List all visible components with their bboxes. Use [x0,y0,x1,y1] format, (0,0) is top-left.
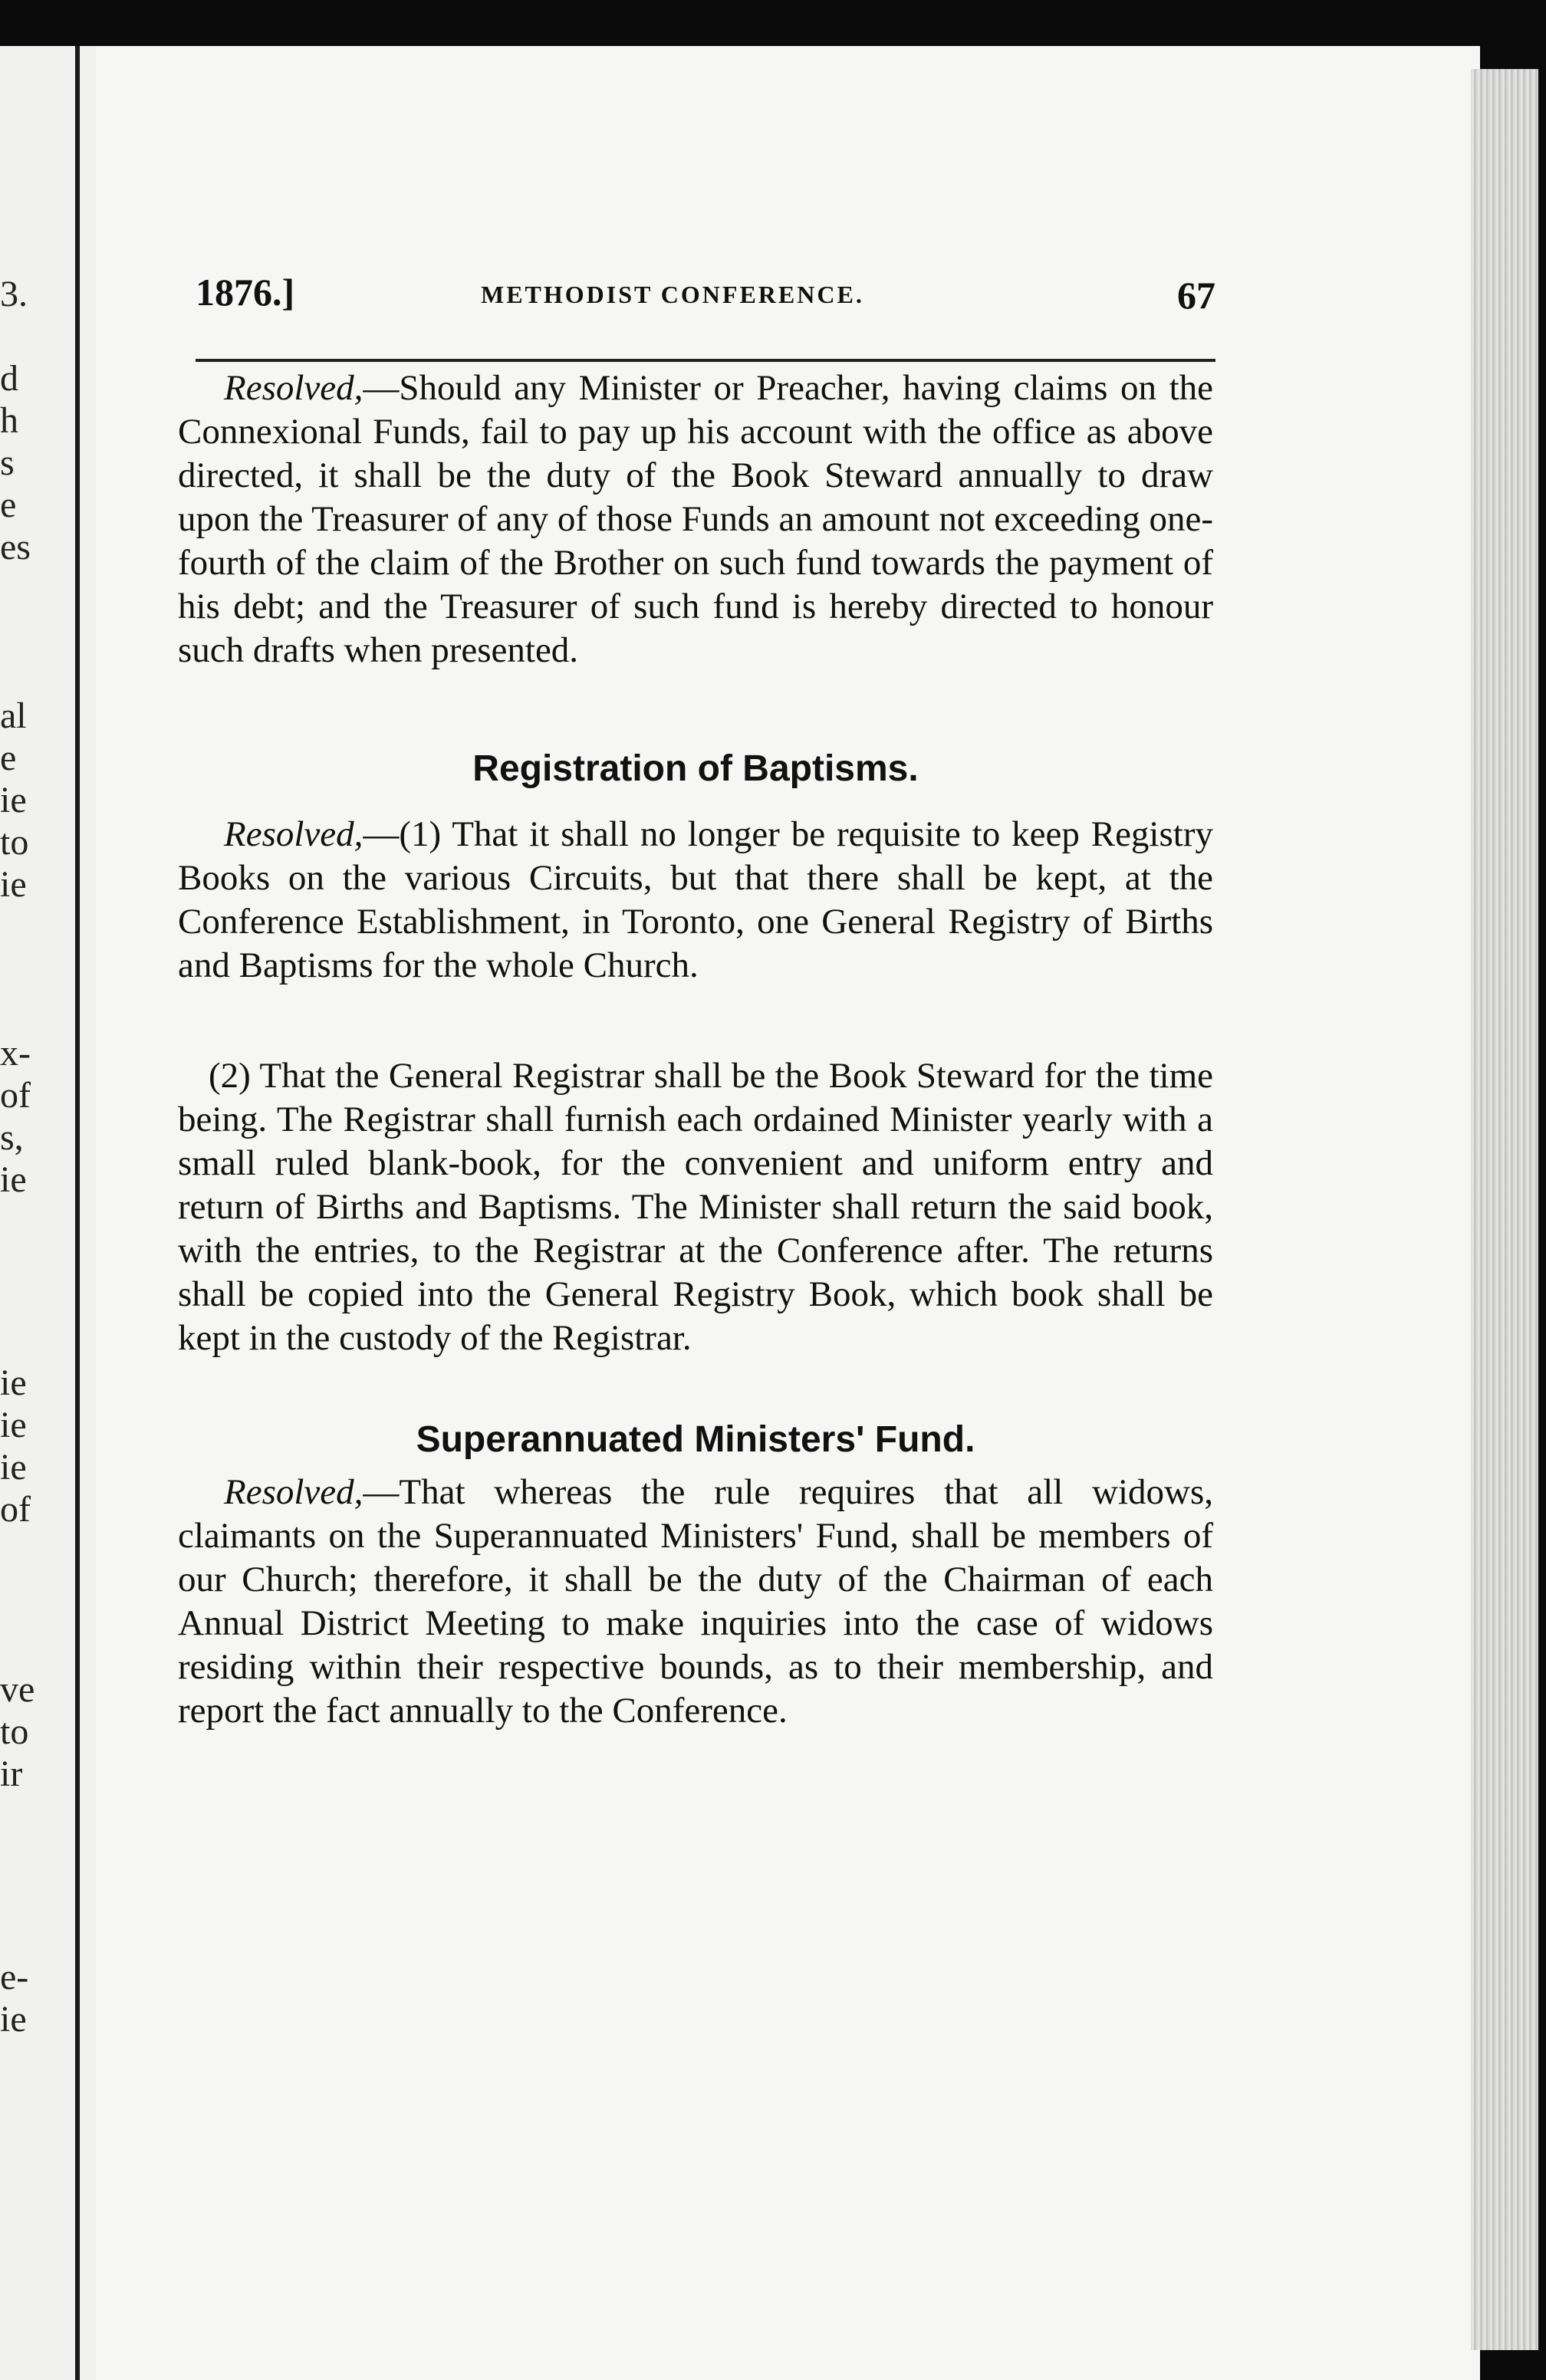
left-fragment: ie [0,780,27,820]
resolved-lead: Resolved, [224,368,363,408]
left-fragment: ie [0,1159,27,1200]
paragraph-widows [178,1471,1213,1733]
left-fragment: ve [0,1669,35,1710]
left-fragment: d [0,358,18,399]
header-rule [196,359,1215,362]
header-year: 1876.] [196,271,295,314]
resolved-lead: Resolved, [224,814,363,854]
page-number: 67 [1177,274,1215,317]
resolved-lead: Resolved, [224,1472,363,1512]
left-fragment: e- [0,1957,29,1997]
paragraph-general-registrar: (2) That the General Registrar shall be the Book Steward for the time being. The Registrar shall furnish each ordained Minister yearly with a small ruled blank-book, for the convenient and uniform entry and return of Births and Baptisms. The Minister shall return the said book, with the entries, to the Registrar at the Conference after. The returns shall be copied into the General Registry Book, which book shall be kept in the custody of the Registrar. [178,1056,1213,1358]
paragraph-text: —(1) That it shall no longer be requisite to keep Registry Books on the various Circuits, but that there shall be kept, at the Conference Establishment, in Toronto, one General Registry of Births and Baptisms for the whole Church. [178,814,1213,985]
left-fragment: es [0,527,31,567]
left-fragment: ir [0,1754,23,1794]
left-fragment: e [0,485,17,525]
section-heading-superannuated: Superannuated Ministers' Fund. [416,1419,975,1460]
left-fragment: s, [0,1117,24,1158]
paragraph-text: —That whereas the rule requires that all widows, claimants on the Superannuated Ministers' Fund, shall be members of our Church; therefore, it shall be the duty of the Chairman of each Annual District Meeting to make inquiries into the case of widows residing within their respective bounds, as to their membership, and report the fact annually to the Conference. [178,1472,1213,1731]
header-title: METHODIST CONFERENCE. [481,281,864,308]
left-fragment: ie [0,1999,27,2040]
left-fragment: e [0,738,17,778]
left-fragment: ie [0,1447,27,1488]
page-stack-edge [1471,69,1538,2350]
adjacent-page-edge [0,46,96,2380]
left-fragment: of [0,1075,31,1116]
section-heading-baptisms: Registration of Baptisms. [472,748,919,789]
left-fragment: x- [0,1033,31,1073]
left-fragment: ie [0,1405,27,1445]
left-fragment: s [0,442,15,483]
paragraph-registry-books [178,813,1213,988]
paragraph-book-steward [178,367,1213,672]
left-fragment: ie [0,1363,27,1403]
gutter-shadow [75,46,80,2380]
left-fragment: to [0,1711,29,1752]
left-fragment: ie [0,864,27,905]
paragraph-text: —Should any Minister or Preacher, having claims on the Connexional Funds, fail to pay up his account with the office as above directed, it shall be the duty of the Book Steward annually to draw upon the Treasurer of any of those Funds an amount not exceeding one-fourth of the claim of the Brother on such fund towards the payment of his debt; and the Treasurer of such fund is hereby directed to honour such drafts when presented. [178,368,1213,670]
left-fragment: of [0,1489,31,1530]
left-fragment: al [0,695,27,736]
left-fragment: h [0,400,18,441]
left-fragment: 3. [0,274,28,314]
running-header [196,270,1215,324]
left-fragment: to [0,822,29,863]
